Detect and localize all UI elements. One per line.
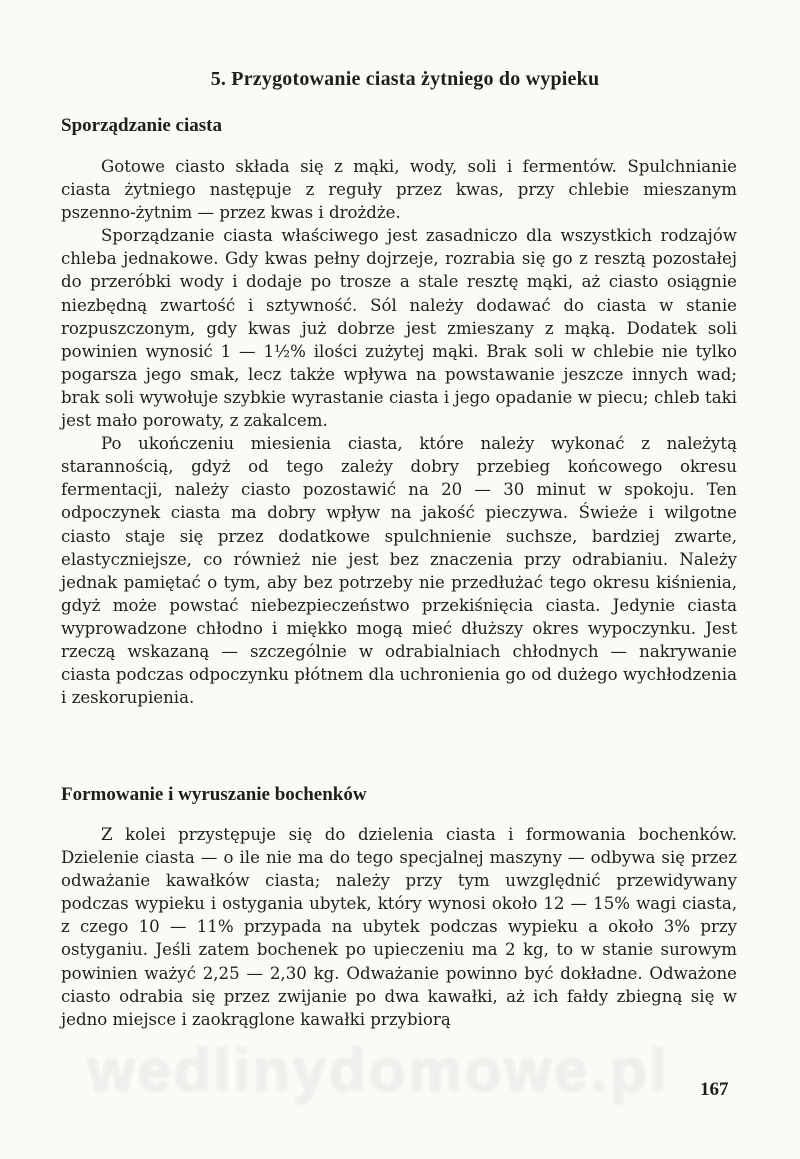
watermark: wedlinydomowe.pl bbox=[88, 1037, 670, 1104]
paragraph: Sporządzanie ciasta właściwego jest zasadniczo dla wszystkich rodzajów chleba jednakowe. Gdy kwas pełny dojrzeje, rozrabia się go z resztą pozostałej do przeróbki wody i dodaje po trosze a stale resztę mąki, aż ciasto osiągnie niezbędną zwartość i sztywność. Sól należy dodawać do ciasta w stanie rozpuszczonym, gdy kwas już dobrze jest zmieszany z mąką. Dodatek soli powinien wynosić 1 — 1½% ilości zużytej mąki. Brak soli w chlebie nie tylko pogarsza jego smak, lecz także wpływa na powstawanie jeszcze innych wad; brak soli wywołuje szybkie wyrastanie ciasta i jego opadanie w piecu; chleb taki jest mało porowaty, z zakalcem. bbox=[61, 226, 737, 431]
section-heading-preparing-dough: Sporządzanie ciasta bbox=[61, 115, 222, 136]
paragraph: Gotowe ciasto składa się z mąki, wody, soli i fermentów. Spulchnianie ciasta żytniego następuje z reguły przez kwas, przy chlebie mieszanym pszenno-żytnim — przez kwas i drożdże. bbox=[61, 157, 737, 223]
section-body-shaping-loaves bbox=[61, 823, 737, 1031]
section-heading-shaping-loaves: Formowanie i wyruszanie bochenków bbox=[61, 784, 367, 805]
paragraph: Po ukończeniu miesienia ciasta, które należy wykonać z należytą starannością, gdyż od tego zależy dobry przebieg końcowego okresu fermentacji, należy ciasto pozostawić na 20 — 30 minut w spokoju. Ten odpoczynek ciasta ma dobry wpływ na jakość pieczywa. Świeże i wilgotne ciasto staje się przez dodatkowe spulchnienie suchsze, bardziej zwarte, elastyczniejsze, co również nie jest bez znaczenia przy odrabianiu. Należy jednak pamiętać o tym, aby bez potrzeby nie przedłużać tego okresu kiśnienia, gdyż może powstać niebezpieczeństwo przekiśnięcia ciasta. Jedynie ciasta wyprowadzone chłodno i miękko mogą mieć dłuższy okres wypoczynku. Jest rzeczą wskazaną — szczególnie w odrabialniach chłodnych — nakrywanie ciasta podczas odpoczynku płótnem dla uchronienia go od dużego wychłodzenia i zeskorupienia. bbox=[61, 434, 737, 708]
page-number: 167 bbox=[700, 1079, 729, 1100]
section-body-preparing-dough bbox=[61, 155, 737, 709]
paragraph: Z kolei przystępuje się do dzielenia ciasta i formowania bochenków. Dzielenie ciasta — o ile nie ma do tego specjalnej maszyny — odbywa się przez odważanie kawałków ciasta; należy przy tym uwzględnić przewidywany podczas wypieku i ostygania ubytek, który wynosi około 12 — 15% wagi ciasta, z czego 10 — 11% przypada na ubytek podczas wypieku a około 3% przy ostyganiu. Jeśli zatem bochenek po upieczeniu ma 2 kg, to w stanie surowym powinien ważyć 2,25 — 2,30 kg. Odważanie powinno być dokładne. Odważone ciasto odrabia się przez zwijanie po dwa kawałki, aż ich fałdy zbiegną się w jedno miejsce i zaokrąglone kawałki przybiorą bbox=[61, 825, 737, 1029]
chapter-title: 5. Przygotowanie ciasta żytniego do wypieku bbox=[210, 68, 600, 90]
